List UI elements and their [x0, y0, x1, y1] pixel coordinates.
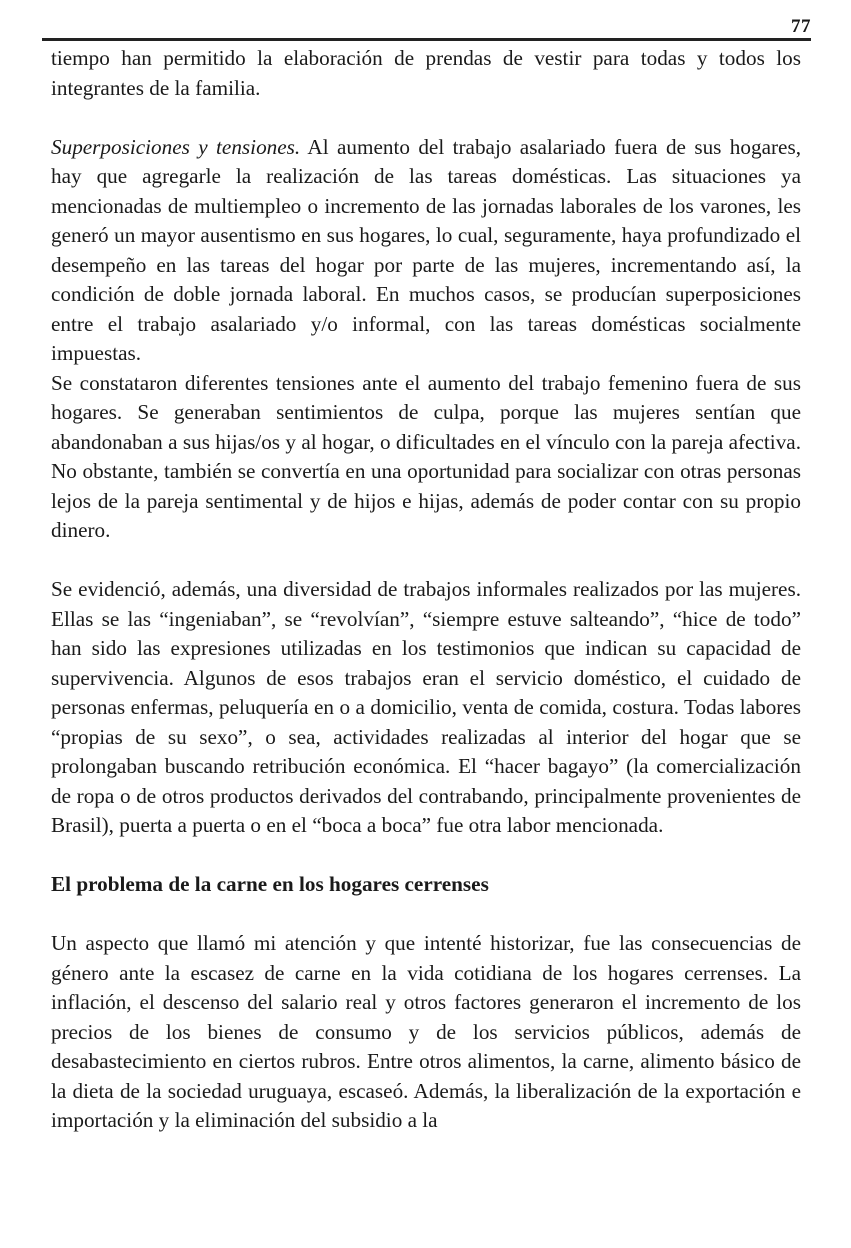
paragraph-2-body: Al aumento del trabajo asalariado fuera de sus hogares, hay que agregarle la realización de las tareas domésticas. Las situaciones ya mencionadas de multiempleo o incremento de las jornadas laborales de los varones, les generó un mayor ausentismo en sus hogares, lo cual, seguramente, haya profundizado el desempeño en las tareas del hogar por parte de las mujeres, incrementando así, la condición de doble jornada laboral. En muchos casos, se producían superposiciones entre el trabajo asalariado y/o informal, con las tareas domésticas socialmente impuestas.: [51, 134, 801, 365]
paragraph-3: Se constataron diferentes tensiones ante el aumento del trabajo femenino fuera de sus hogares. Se generaban sentimientos de culpa, porque las mujeres sentían que abandonaban a sus hijas/os y al hogar, o dificultades en el vínculo con la pareja afectiva. No obstante, también se convertía en una oportunidad para socializar con otras personas lejos de la pareja sentimental y de hijos e hijas, además de poder contar con su propio dinero.: [51, 370, 801, 542]
paragraph-5: Un aspecto que llamó mi atención y que intenté historizar, fue las consecuencias de género ante la escasez de carne en la vida cotidiana de los hogares cerrenses. La inflación, el descenso del salario real y otros factores generaron el incremento de los precios de los bienes de consumo y de los servicios públicos, además de desabastecimiento en ciertos rubros. Entre otros alimentos, la carne, alimento básico de la dieta de la sociedad uruguaya, escaseó. Además, la liberalización de la exportación e importación y la eliminación del subsidio a la: [51, 931, 801, 1132]
paragraph-4: Se evidenció, además, una diversidad de trabajos informales realizados por las mujeres. Ellas se las “ingeniaban”, se “revolvían”, “siempre estuve salteando”, “hice de todo” han sido las expresiones utilizadas en los testimonios que indican su capacidad de supervivencia. Algunos de esos trabajos eran el servicio doméstico, el cuidado de personas enfermas, peluquería en o a domicilio, venta de comida, costura. Todas labores “propias de su sexo”, o sea, actividades realizadas al interior del hogar que se prolongaban buscando retribución económica. El “hacer bagayo” (la comercialización de ropa o de otros productos derivados del contrabando, principalmente provenientes de Brasil), puerta a puerta o en el “boca a boca” fue otra labor mencionada.: [51, 577, 801, 837]
page-number: 77: [791, 16, 811, 37]
paragraph-2: [51, 133, 801, 369]
paragraph-2-lead: Superposiciones y tensiones.: [51, 134, 301, 159]
header-rule: [42, 38, 811, 41]
page-body: [51, 44, 801, 1136]
paragraph-1: tiempo han permitido la elaboración de prendas de vestir para todas y todos los integrantes de la familia.: [51, 46, 801, 100]
section-heading: El problema de la carne en los hogares cerrenses: [51, 872, 489, 896]
